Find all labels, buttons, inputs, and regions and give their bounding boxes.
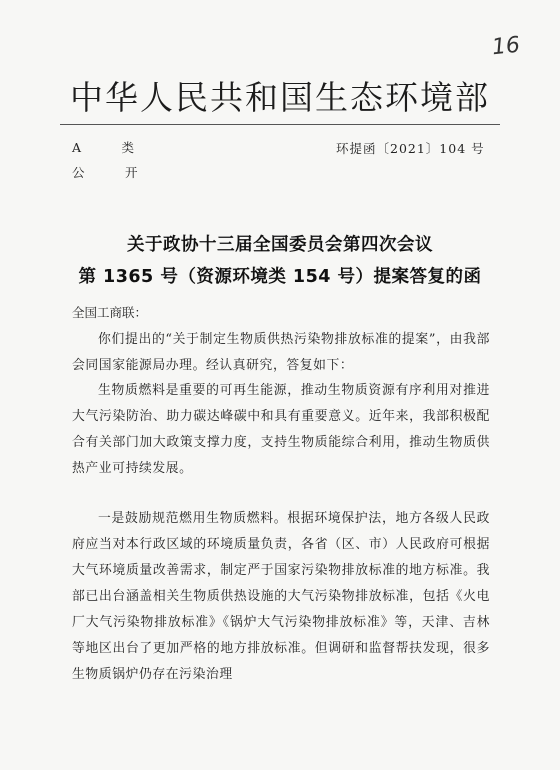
letter-title-line2: 第 1365 号（资源环境类 154 号）提案答复的函 <box>78 267 482 287</box>
greeting: 全国工商联： <box>72 305 148 320</box>
paragraph-background <box>72 378 490 482</box>
document-number: 环提函〔2021〕104 号 <box>336 141 485 156</box>
classification-disclosure: 公 开 <box>72 165 152 180</box>
paragraph-point-one <box>72 506 490 688</box>
paragraph-text: 生物质燃料是重要的可再生能源，推动生物质资源有序利用对推进大气污染防治、助力碳达峰碳中和具有重要意义。近年来，我部积极配合有关部门加大政策支撑力度，支持生物质能综合利用，推动生物质供热产业可持续发展。 <box>72 383 490 476</box>
handwritten-page-number: 16 <box>490 32 522 61</box>
ministry-masthead: 中华人民共和国生态环境部 <box>70 78 490 117</box>
classification-category: A 类 <box>72 140 149 155</box>
paragraph-text: 一是鼓励规范燃用生物质燃料。根据环境保护法，地方各级人民政府应当对本行政区域的环境质量负责，各省（区、市）人民政府可根据大气环境质量改善需求，制定严于国家污染物排放标准的地方标准。我部已出台涵盖相关生物质供热设施的大气污染物排放标准，包括《火电厂大气污染物排放标准》《锅炉大气污染物排放标准》等，天津、吉林等地区出台了更加严格的地方排放标准。但调研和监督帮扶发现，很多生物质锅炉仍存在污染治理 <box>72 511 490 682</box>
paragraph-intro <box>72 327 490 379</box>
masthead-divider <box>60 124 500 125</box>
paragraph-text: 你们提出的“关于制定生物质供热污染物排放标准的提案”，由我部会同国家能源局办理。经认真研究，答复如下： <box>72 332 490 373</box>
letter-title-line1: 关于政协十三届全国委员会第四次会议 <box>127 235 433 255</box>
